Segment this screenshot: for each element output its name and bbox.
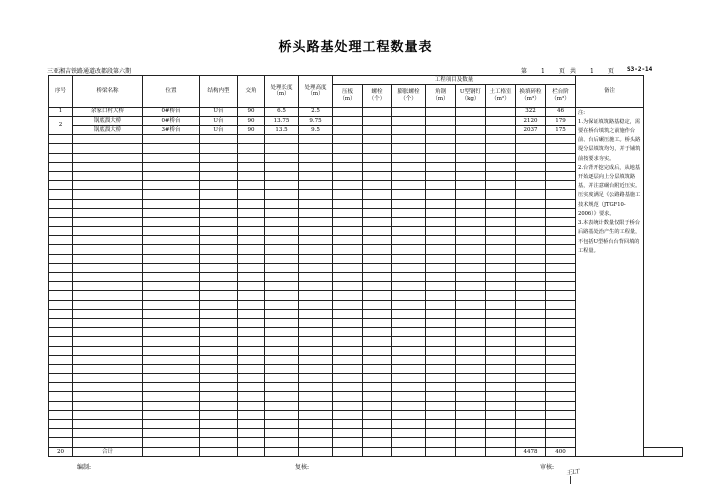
cell-bridge: 余家口村大桥 (73, 107, 143, 116)
prepared-by-label: 编制: (77, 464, 92, 471)
total-step: 400 (546, 447, 576, 456)
cell-length: 13.75 (265, 116, 299, 125)
header-step: 栏台阶 （m³） (546, 85, 576, 107)
total-label: 合计 (73, 447, 143, 456)
cell-seq: 1 (49, 107, 73, 116)
total-gravel: 4478 (516, 447, 546, 456)
cell-position: 0#桥台 (143, 107, 200, 116)
page-number: 第 1 页 (521, 68, 565, 75)
approved-by-label: 审核: (540, 464, 555, 471)
cell-gravel: 2037 (516, 126, 546, 135)
cell-seq: 2 (49, 116, 73, 134)
cell-position: 3#桥台 (143, 126, 200, 135)
cell-step: 179 (546, 116, 576, 125)
header-angle: 交角 (238, 76, 265, 108)
cell-structure: U台 (200, 126, 238, 135)
cell-height: 2.5 (299, 107, 333, 116)
cell-angle: 90 (238, 107, 265, 116)
cell-angle: 90 (238, 126, 265, 135)
header-remarks: 备注 (576, 76, 644, 108)
cell-gravel: 2120 (516, 116, 546, 125)
header-length: 处理长度（m） (265, 76, 299, 108)
header-expansion-bolt: 膨胀螺栓 （个） (392, 85, 426, 107)
cell-height: 9.75 (299, 116, 333, 125)
header-seq: 序号 (49, 76, 73, 108)
signature: 王LT (565, 468, 581, 477)
total-seq: 20 (49, 447, 73, 456)
table-row (49, 107, 683, 116)
project-name: 三亚湘吉铁路通道改都段第六期 (47, 68, 132, 75)
header-gravel: 换填碎粒 （m³） (516, 85, 546, 107)
cell-bridge: 锅底溜大桥 (73, 126, 143, 135)
cell-step: 175 (546, 126, 576, 135)
header-structure: 结构内型 (200, 76, 238, 108)
cell-length: 6.5 (265, 107, 299, 116)
document-code: S3-2-14 (627, 66, 653, 73)
remarks-notes: 注: 1.为保证填筑路基稳定，需要在桥台填筑之前施作台前、台后碾压施工。桥头路堤分层填筑均匀，并于铺筑前按要求夯实。 2.台背开挖完成后，从地基开始逐层向上分层填筑路基，并注意碾台附近压实。压实度满足《公路路基施工技术规范（JTGF10-2006）》要求。 3.本表统计数量仅限于桥台后路基处治产生的工程量，不包括U型桥台台背回填的工程量。 (576, 107, 644, 456)
header-quantities-group: 工程项目及数量 (333, 76, 576, 85)
cell-angle: 90 (238, 116, 265, 125)
header-angle-steel: 角钢 （m） (426, 85, 456, 107)
signature-stroke (570, 476, 575, 484)
page-total: 共 1 页 (570, 68, 614, 75)
cell-length: 13.5 (265, 126, 299, 135)
cell-position: 0#桥台 (143, 116, 200, 125)
quantity-table (48, 75, 683, 457)
header-geocell: 土工格室 （m²） (486, 85, 516, 107)
header-bolt: 螺栓 （个） (363, 85, 392, 107)
checked-by-label: 复核: (295, 464, 310, 471)
header-row (49, 76, 683, 85)
cell-step: 46 (546, 107, 576, 116)
header-position: 位置 (143, 76, 200, 108)
cell-structure: U台 (200, 107, 238, 116)
header-bridge: 桥梁名称 (73, 76, 143, 108)
cell-structure: U台 (200, 116, 238, 125)
header-u-nail: U型钢钉 （kg） (456, 85, 486, 107)
cell-bridge: 锅底溜大桥 (73, 116, 143, 125)
cell-gravel: 322 (516, 107, 546, 116)
page-title: 桥头路基处理工程数量表 (278, 40, 433, 55)
header-height: 处理高度（m） (299, 76, 333, 108)
header-plate: 压板 （m） (333, 85, 363, 107)
cell-height: 9.5 (299, 126, 333, 135)
